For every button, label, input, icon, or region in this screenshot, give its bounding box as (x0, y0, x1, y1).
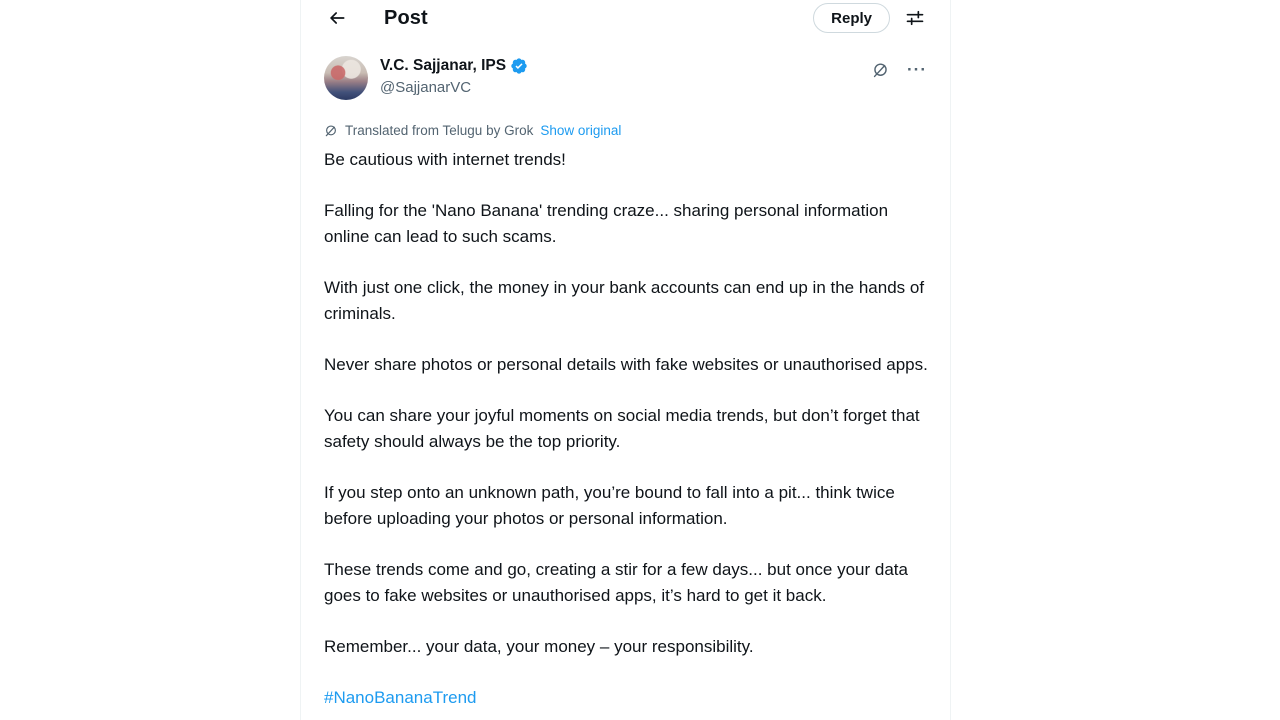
post-paragraph: Be cautious with internet trends! (324, 150, 566, 169)
author-info (380, 56, 528, 96)
timeline-settings-sliders-icon (905, 8, 925, 28)
reply-button[interactable]: Reply (813, 3, 890, 33)
post-paragraph: Falling for the 'Nano Banana' trending craze... sharing personal information online can lead to such scams. (324, 201, 889, 246)
post-paragraph: Never share photos or personal details with fake websites or unauthorised apps. (324, 355, 928, 374)
more-options-button[interactable]: ··· (907, 60, 927, 79)
author-name-line[interactable] (380, 57, 528, 75)
grok-actions-button[interactable] (869, 59, 891, 81)
hashtag-link[interactable]: #NanoBananaTrend (324, 688, 477, 707)
back-button[interactable] (326, 7, 348, 29)
post-paragraph: These trends come and go, creating a stir for a few days... but once your data goes to fake websites or unauthorised apps, it’s hard to get it back. (324, 560, 908, 605)
grok-icon (871, 61, 890, 80)
post-paragraph: Remember... your data, your money – your responsibility. (324, 637, 754, 656)
author-name[interactable]: V.C. Sajjanar, IPS (380, 57, 507, 74)
avatar[interactable] (324, 56, 368, 100)
author-handle[interactable]: @SajjanarVC (380, 79, 472, 96)
post-paragraph: If you step onto an unknown path, you’re bound to fall into a pit... think twice before uploading your photos or personal information. (324, 483, 895, 528)
author-row (324, 56, 927, 100)
post-body (324, 147, 936, 711)
page-title: Post (384, 6, 428, 29)
arrow-left-icon (327, 8, 347, 28)
header-actions (813, 3, 926, 33)
translation-notice-text: Translated from Telugu by Grok (345, 123, 534, 138)
post (301, 34, 950, 711)
verified-badge-icon (510, 57, 528, 75)
show-original-link[interactable]: Show original (540, 123, 622, 138)
author-actions (869, 56, 927, 81)
post-paragraph: You can share your joyful moments on social media trends, but don’t forget that safety should always be the top priority. (324, 406, 920, 451)
grok-icon (324, 124, 338, 138)
column-header (301, 0, 950, 34)
timeline-settings-button[interactable] (904, 7, 926, 29)
translation-notice-row (324, 123, 927, 138)
post-detail-column (300, 0, 951, 720)
post-paragraph: With just one click, the money in your bank accounts can end up in the hands of criminals. (324, 278, 925, 323)
